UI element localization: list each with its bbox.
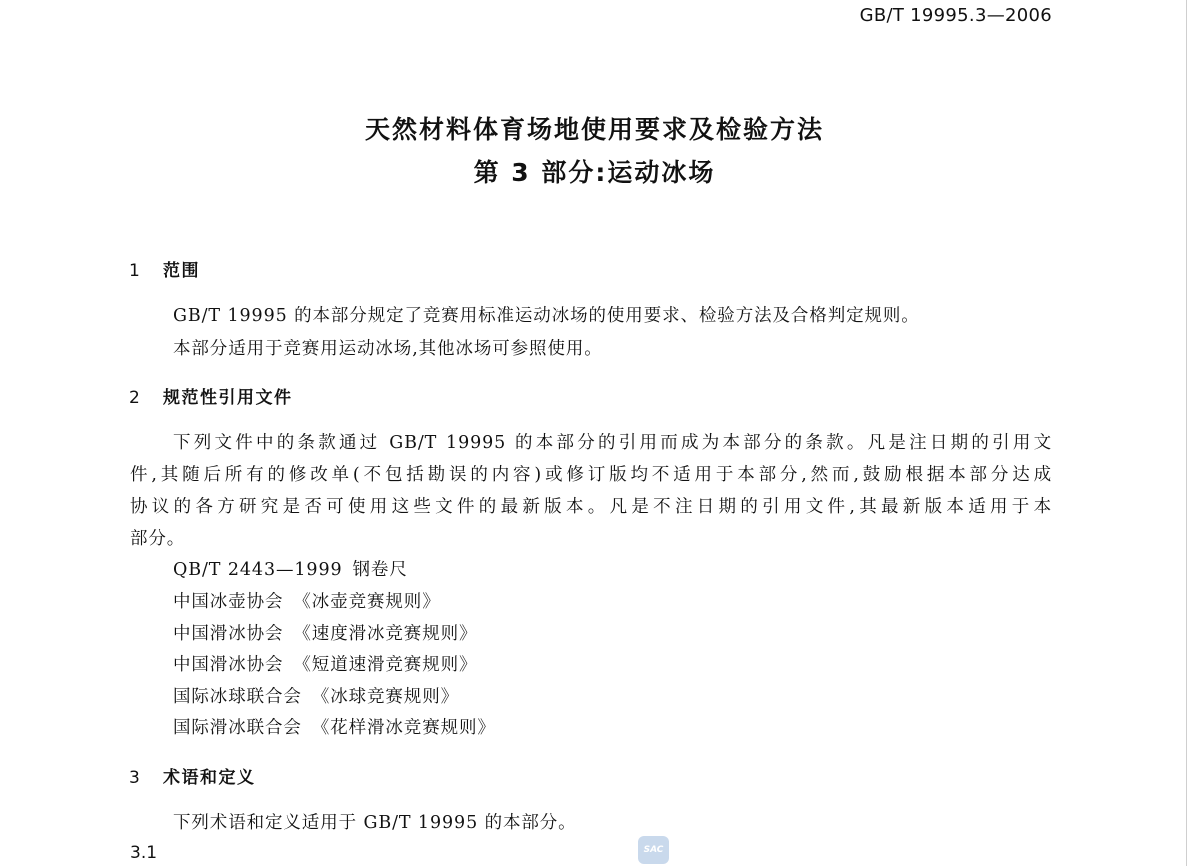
reference-document: 《冰壶竞赛规则》: [293, 592, 441, 612]
sac-watermark-logo: SAC: [638, 836, 669, 864]
section-heading-terms-definitions: [129, 763, 256, 788]
document-title: 天然材料体育场地使用要求及检验方法: [364, 115, 824, 144]
reference-document: 《冰球竞赛规则》: [311, 687, 460, 707]
section-number: 3: [129, 768, 142, 788]
reference-document: 《速度滑冰竞赛规则》: [293, 624, 478, 644]
standard-code: GB/T 19995.3—2006: [859, 5, 1052, 26]
scope-paragraph: GB/T 19995 的本部分规定了竞赛用标准运动冰场的使用要求、检验方法及合格判定规则。: [173, 306, 920, 326]
reference-item: [173, 620, 477, 645]
section-title: 范围: [163, 261, 200, 281]
reference-source: 中国滑冰协会: [173, 624, 284, 644]
section-number: 1: [129, 261, 142, 281]
reference-document: 《花样滑冰竞赛规则》: [311, 718, 496, 738]
section-number: 2: [129, 388, 142, 408]
reference-item: [173, 556, 408, 581]
reference-source: 国际滑冰联合会: [173, 718, 302, 738]
reference-document: 钢卷尺: [352, 560, 408, 580]
reference-source: 中国滑冰协会: [173, 655, 284, 675]
reference-item: [173, 683, 459, 708]
section-title: 规范性引用文件: [163, 388, 293, 408]
reference-item: [173, 651, 477, 676]
reference-document: 《短道速滑竞赛规则》: [293, 655, 478, 675]
scope-paragraph: 本部分适用于竞赛用运动冰场,其他冰场可参照使用。: [173, 339, 603, 359]
references-paragraph-line: 协议的各方研究是否可使用这些文件的最新版本。凡是不注日期的引用文件,其最新版本适用于本: [130, 497, 1052, 517]
clause-number: 3.1: [130, 843, 158, 863]
section-heading-normative-references: [129, 383, 293, 408]
references-paragraph-line: 部分。: [130, 529, 186, 549]
terms-paragraph: 下列术语和定义适用于 GB/T 19995 的本部分。: [173, 813, 577, 833]
reference-source: 国际冰球联合会: [173, 687, 302, 707]
document-subtitle: 第 3 部分:运动冰场: [473, 158, 716, 187]
reference-source: QB/T 2443—1999: [173, 560, 343, 580]
reference-item: [173, 588, 441, 613]
section-heading-scope: [129, 256, 200, 281]
reference-source: 中国冰壶协会: [173, 592, 284, 612]
reference-item: [173, 714, 496, 739]
section-title: 术语和定义: [163, 768, 256, 788]
references-paragraph-line: 件,其随后所有的修改单(不包括勘误的内容)或修订版均不适用于本部分,然而,鼓励根据本部分达成: [130, 465, 1052, 485]
references-paragraph-line: 下列文件中的条款通过 GB/T 19995 的本部分的引用而成为本部分的条款。凡是注日期的引用文: [173, 433, 1052, 453]
